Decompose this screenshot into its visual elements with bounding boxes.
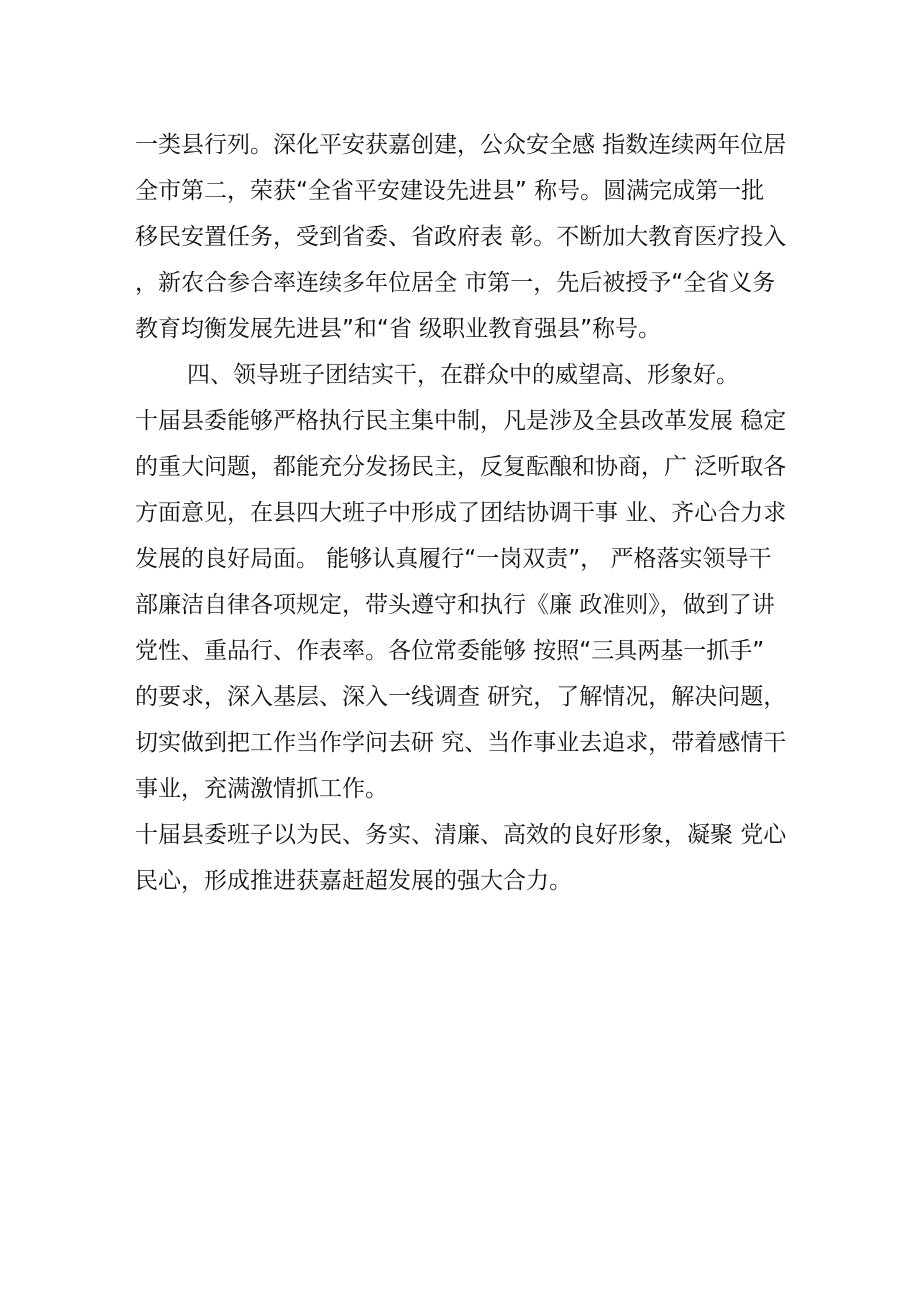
text-line: 的重大问题，都能充分发扬民主，反复酝酿和协商，广 泛听取各 — [135, 454, 787, 480]
text-line: 部廉洁自律各项规定，带头遵守和执行《廉 政准则》，做到了讲 — [135, 592, 775, 618]
text-line: 十届县委能够严格执行民主集中制，凡是涉及全县改革发展 稳定 — [135, 408, 787, 434]
text-line: 方面意见，在县四大班子中形成了团结协调干事 业、齐心合力求 — [135, 500, 787, 526]
text-line: 切实做到把工作当作学问去研 究、当作事业去追求，带着感情干 — [135, 730, 787, 756]
text-line: 民心，形成推进获嘉赶超发展的强大合力。 — [135, 868, 572, 894]
text-line: 移民安置任务，受到省委、省政府表 彰。不断加大教育医疗投入 — [135, 224, 787, 250]
text-line: 教育均衡发展先进县”和“省 级职业教育强县”称号。 — [135, 316, 662, 342]
text-line: 事业，充满激情抓工作。 — [135, 776, 388, 802]
text-line: 的要求，深入基层、深入一线调查 研究，了解情况，解决问题， — [135, 684, 787, 710]
text-line: ，新农合参合率连续多年位居全 市第一，先后被授予“全省义务 — [135, 270, 776, 296]
text-line: 一类县行列。深化平安获嘉创建，公众安全感 指数连续两年位居 — [135, 132, 787, 158]
text-line: 发展的良好局面。 能够认真履行“一岗双责”， 严格落实领导干 — [135, 546, 772, 572]
document-body — [135, 122, 785, 904]
section-heading: 四、领导班子团结实干，在群众中的威望高、形象好。 — [187, 362, 739, 388]
text-line: 十届县委班子以为民、务实、清廉、高效的良好形象，凝聚 党心 — [135, 822, 787, 848]
text-line: 党性、重品行、作表率。各位常委能够 按照“三具两基一抓手” — [135, 638, 765, 664]
text-line: 全市第二，荣获“全省平安建设先进县” 称号。圆满完成第一批 — [135, 178, 765, 204]
